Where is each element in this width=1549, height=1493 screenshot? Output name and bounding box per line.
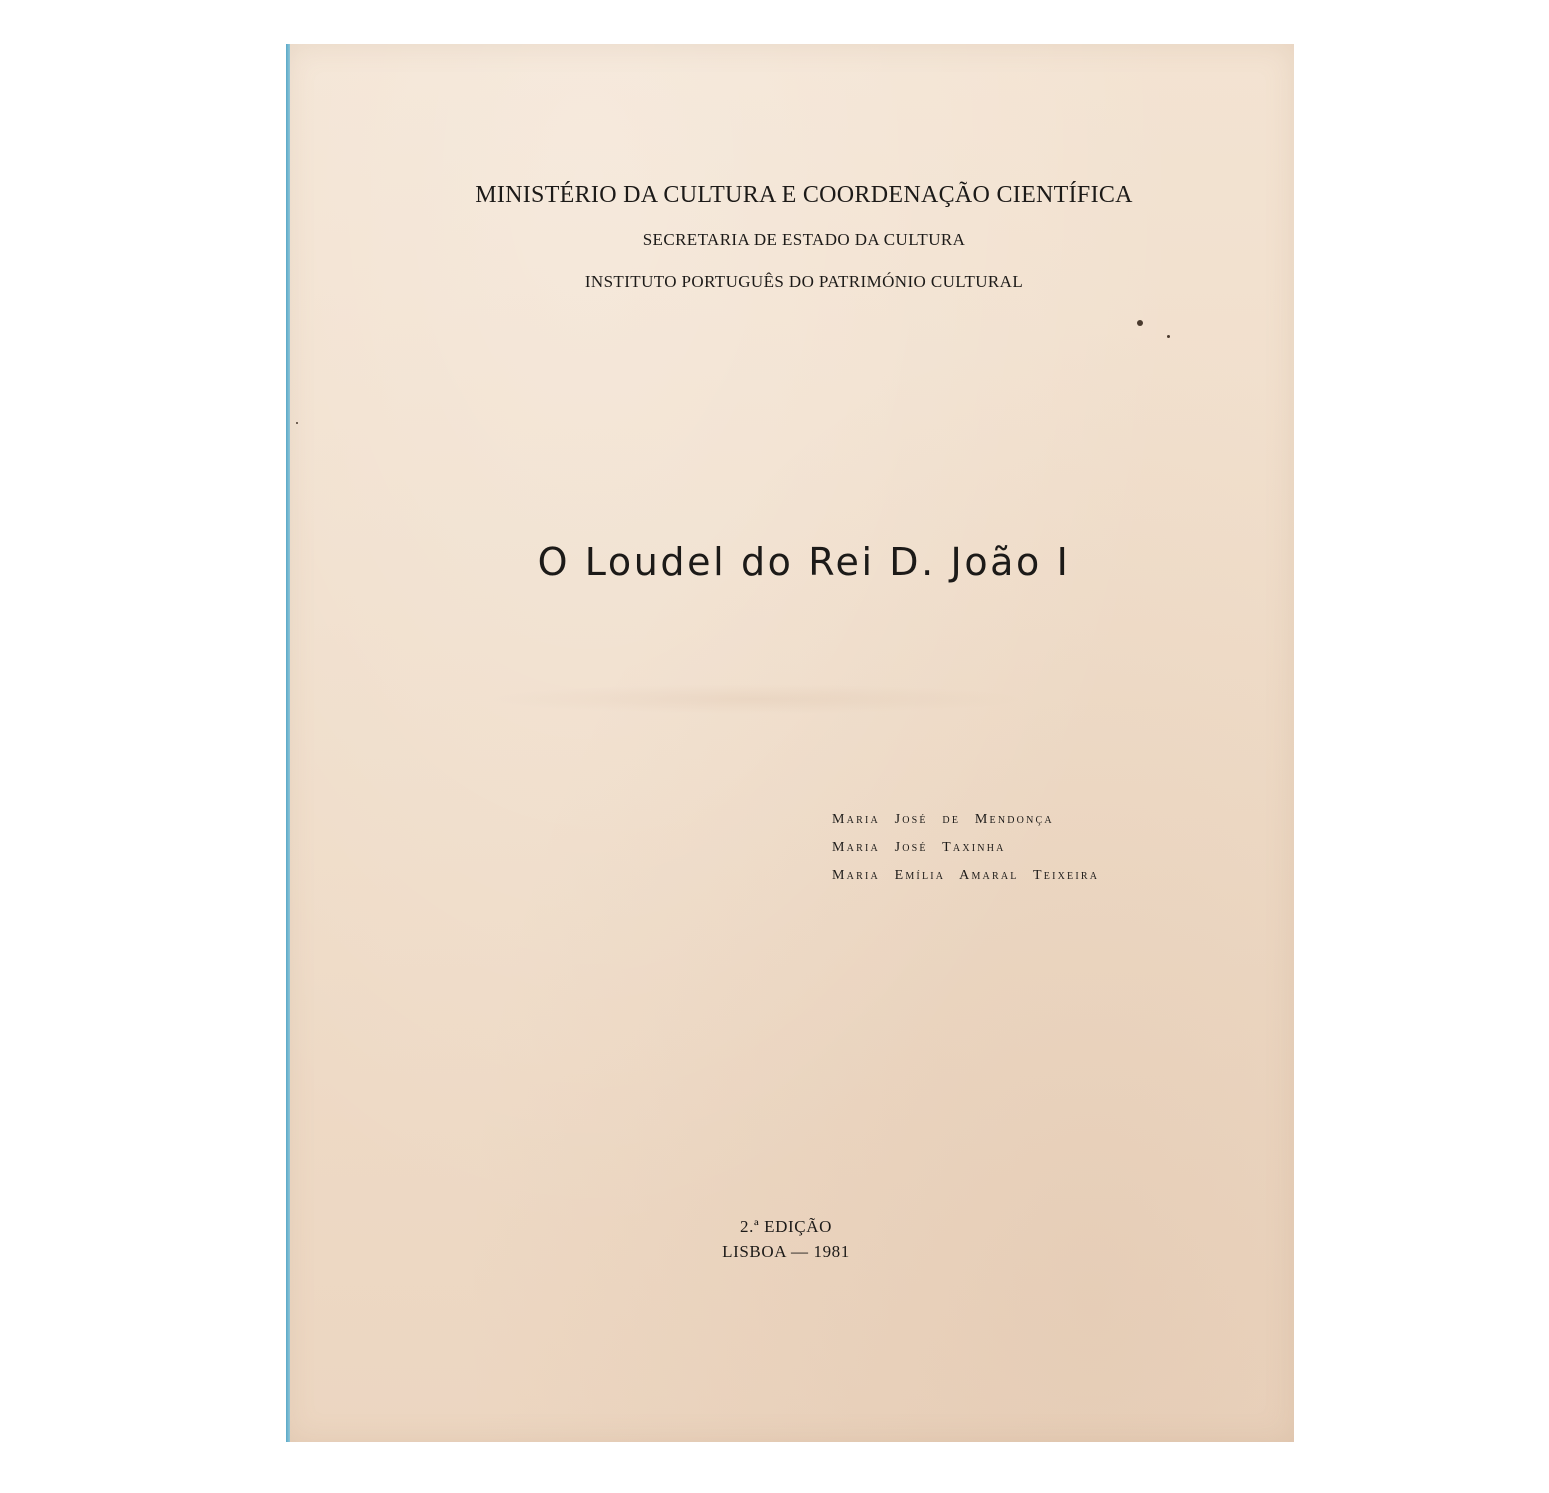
secretaria-heading: SECRETARIA DE ESTADO DA CULTURA: [642, 230, 966, 249]
author-name: Maria José de Mendonça: [832, 812, 1054, 827]
ministry-heading: MINISTÉRIO DA CULTURA E COORDENAÇÃO CIENTÍFICA: [475, 182, 1133, 208]
author-name: Maria José Taxinha: [832, 840, 1006, 855]
paper-speck: [1167, 335, 1170, 338]
paper-stain: [486, 684, 1026, 714]
instituto-heading: INSTITUTO PORTUGUÊS DO PATRIMÓNIO CULTURAL: [584, 272, 1024, 291]
edition-label: 2.ª EDIÇÃO: [740, 1217, 832, 1236]
book-title: O Loudel do Rei D. João I: [537, 540, 1071, 584]
paper-speck: [296, 422, 298, 424]
book-cover-page: [286, 44, 1294, 1442]
author-name: Maria Emília Amaral Teixeira: [832, 868, 1100, 883]
author-list: [832, 806, 1099, 890]
paper-speck: [1137, 320, 1143, 326]
place-year-label: LISBOA — 1981: [722, 1242, 850, 1261]
